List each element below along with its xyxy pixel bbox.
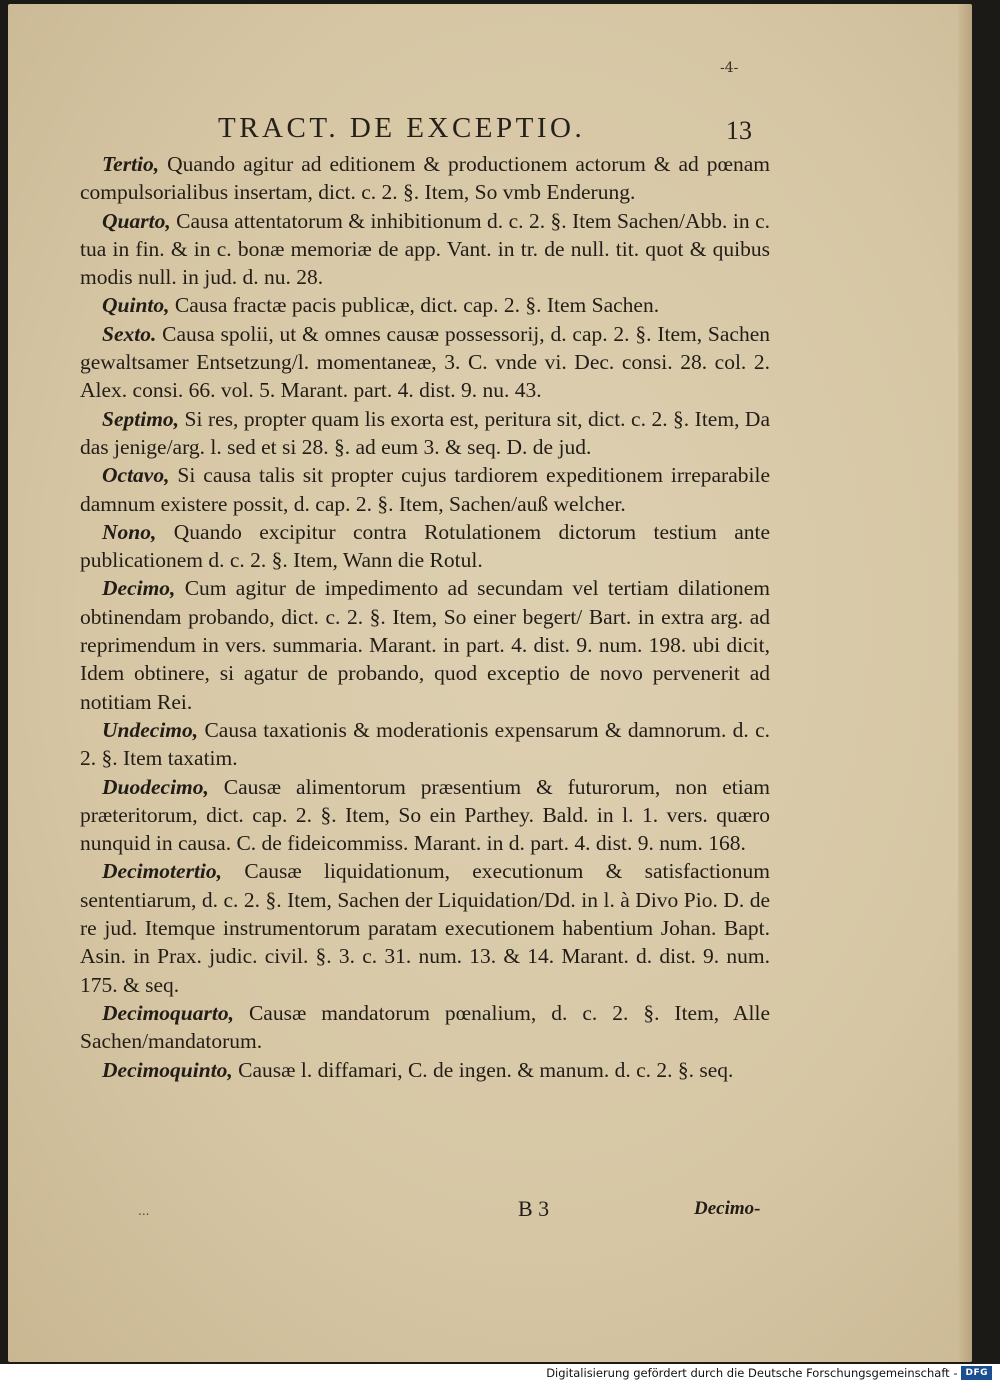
paragraph-text: Cum agitur de impedimento ad secundam vel tertiam dilationem obtinendam probando, dict. c. 2. §. Item, So einer begert/ Bart. in extra arg. ad reprimendum in vers. summaria. Marant. in part. 4. dist. 9. num. 198. ubi dicit, Idem obtinere, si agatur de probando, quod exceptio de novo pervenerit ad notitiam Rei. [80,576,771,714]
paragraph [80,716,770,773]
paragraph [80,207,770,292]
paragraph-text: Causæ l. diffamari, C. de ingen. & manum. d. c. 2. §. seq. [238,1057,734,1082]
paragraph [80,461,770,518]
paragraph-lead: Decimo, [102,576,185,601]
paragraph-text: Causa spolii, ut & omnes causæ possessorij, d. cap. 2. §. Item, Sachen gewaltsamer Entsetzung/l. momentaneæ, 3. C. vnde vi. Dec. consi. 28. col. 2. Alex. consi. 66. vol. 5. Marant. part. 4. dist. 9. nu. 43. [80,321,770,403]
paragraph-text: Si res, propter quam lis exorta est, peritura sit, dict. c. 2. §. Item, Da das jenige/arg. l. sed et si 28. §. ad eum 3. & seq. D. de jud. [80,406,770,459]
body-text [80,150,770,1084]
footer-credit [546,1366,992,1380]
stray-mark: ... [138,1204,150,1218]
paragraph [80,518,770,575]
paragraph-lead: Quinto, [102,293,175,318]
paragraph-text: Si causa talis sit propter cujus tardiorem expeditionem irreparabile damnum existere possit, d. cap. 2. §. Item, Sachen/auß welcher. [80,463,770,516]
paragraph [80,150,770,207]
paragraph-text: Quando excipitur contra Rotulationem dictorum testium ante publicationem d. c. 2. §. Item, Wann die Rotul. [80,519,771,573]
paragraph-text: Causæ liquidationum, executionum & satisfactionum sententiarum, d. c. 2. §. Item, Sachen der Liquidation/Dd. in l. à Divo Pio. D. de re jud. Itemque instrumentorum paratam executionem habentium Johan. Bapt. Asin. in Prax. judic. civil. §. 3. c. 31. num. 13. & 14. Marant. d. dist. 9. num. 175. & seq. [80,859,770,997]
paragraph-text: Causa taxationis & moderationis expensarum & damnorum. d. c. 2. §. Item taxatim. [80,717,770,771]
paragraph [80,574,770,715]
paragraph [80,405,770,462]
paragraph [80,1056,770,1084]
paragraph-text: Causæ mandatorum pœnalium, d. c. 2. §. Item, Alle Sachen/mandatorum. [80,1000,770,1054]
folio-number: 13 [726,116,752,145]
paragraph-text: Causa attentatorum & inhibitionum d. c. 2. §. Item Sachen/Abb. in c. tua in fin. & in c. bonæ memoriæ de app. Vant. in tr. de null. tit. quot & quibus modis null. in jud. d. nu. 28. [80,208,770,290]
paragraph [80,291,770,319]
running-header: TRACT. DE EXCEPTIO. [218,112,586,144]
page-edge [958,4,972,1362]
paragraph-lead: Undecimo, [102,717,205,742]
dfg-logo: DFG [961,1366,992,1380]
catchword: Decimo- [694,1198,761,1219]
paragraph [80,999,770,1056]
paragraph [80,773,770,858]
paragraph-lead: Septimo, [102,406,185,431]
paragraph-lead: Nono, [102,519,174,544]
footer-text: Digitalisierung gefördert durch die Deutsche Forschungsgemeinschaft - [546,1366,958,1380]
paragraph-lead: Sexto. [102,321,163,346]
paragraph-lead: Quarto, [102,208,177,233]
paragraph [80,857,770,998]
paragraph-lead: Duodecimo, [102,774,224,799]
paragraph-lead: Tertio, [102,152,168,176]
paragraph-lead: Decimoquinto, [102,1057,239,1082]
signature-mark: B 3 [518,1196,550,1221]
paragraph-lead: Octavo, [102,463,178,488]
paragraph-text: Quando agitur ad editionem & productionem actorum & ad pœnam compulsorialibus insertam, dict. c. 2. §. Item, So vmb Enderung. [80,152,770,205]
paragraph-lead: Decimotertio, [102,859,245,884]
book-page [8,4,972,1362]
paragraph-text: Causa fractæ pacis publicæ, dict. cap. 2. §. Item Sachen. [174,293,660,318]
paragraph [80,320,770,405]
paragraph-lead: Decimoquarto, [102,1000,249,1025]
top-mark: -4- [720,60,739,76]
paragraph-text: Causæ alimentorum præsentium & futurorum, non etiam præteritorum, dict. cap. 2. §. Item, So ein Parthey. Bald. in l. 1. vers. quæro nunquid in causa. C. de fideicommiss. Marant. in d. part. 4. dist. 9. num. 168. [80,774,770,856]
